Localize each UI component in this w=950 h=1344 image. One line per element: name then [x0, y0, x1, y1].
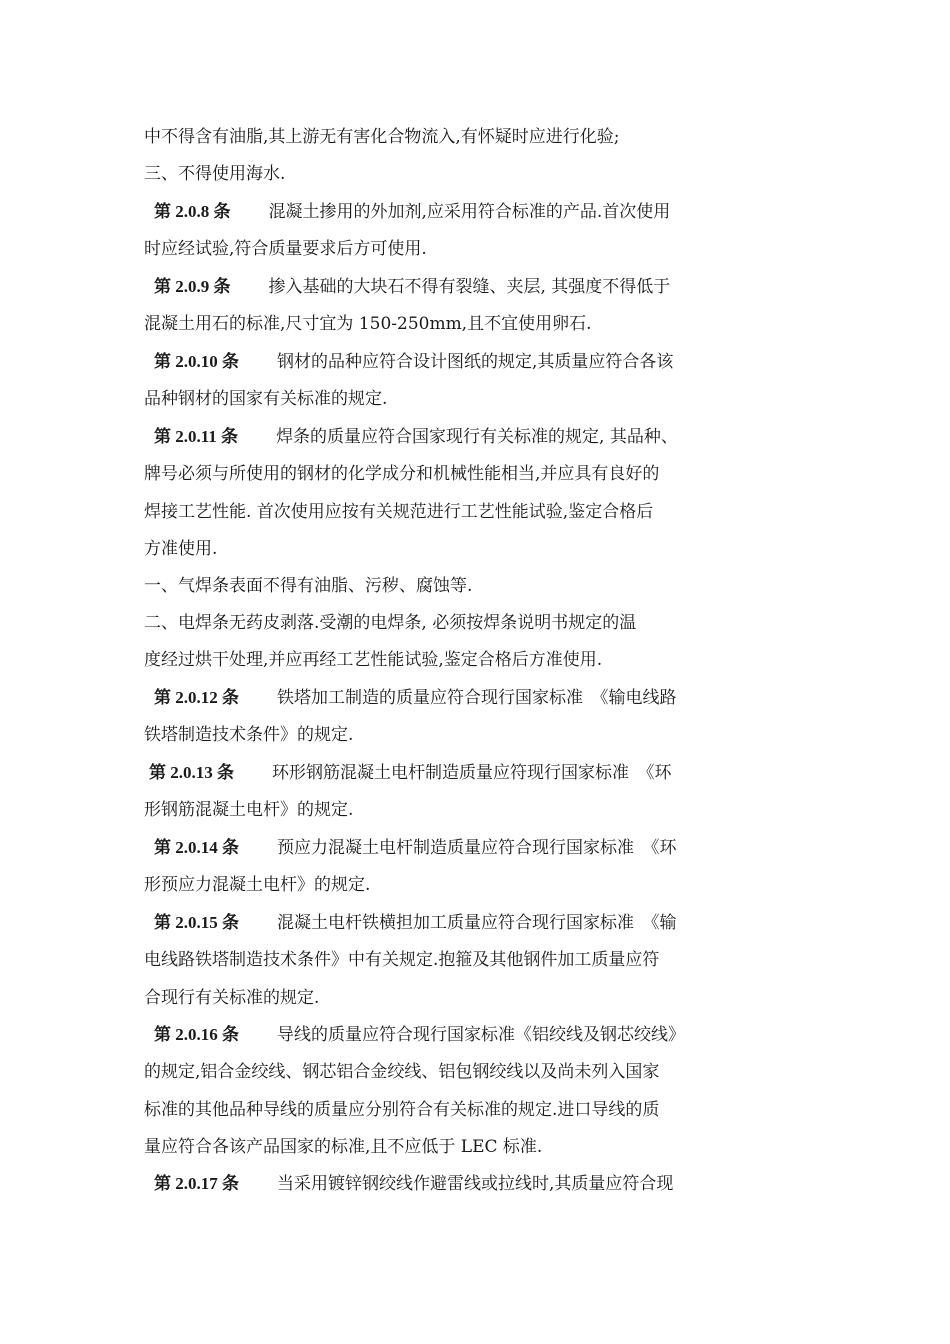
article-line: [144, 1024, 685, 1046]
line-text: 度经过烘干处理,并应再经工艺性能试验,鉴定合格后方准使用.: [144, 650, 603, 670]
article-line: [144, 762, 672, 784]
text-line: [144, 238, 427, 260]
article-number: 第 2.0.14 条: [154, 838, 239, 857]
line-text: 形预应力混凝土电杆》的规定.: [144, 875, 371, 895]
text-line: [144, 1136, 542, 1158]
article-line: [144, 426, 678, 448]
line-text: 标准的其他品种导线的质量应分别符合有关标准的规定.进口导线的质: [144, 1100, 660, 1120]
text-line: [144, 724, 353, 746]
line-text: 混凝土用石的标准,尺寸宜为 150-250mm,且不宜使用卵石.: [144, 314, 592, 334]
text-line: [144, 501, 653, 523]
text-line: [144, 538, 217, 560]
article-text: 混凝土电杆铁横担加工质量应符合现行国家标准 《输: [277, 913, 677, 933]
article-text: 导线的质量应符合现行国家标准《铝绞线及钢芯绞线》: [277, 1025, 685, 1045]
article-line: [144, 687, 677, 709]
article-line: [144, 1173, 673, 1195]
article-number: 第 2.0.8 条: [154, 202, 231, 221]
text-line: [144, 612, 636, 634]
article-line: [144, 201, 670, 223]
article-text: 当采用镀锌钢绞线作避雷线或拉线时,其质量应符合现: [277, 1174, 674, 1194]
article-number: 第 2.0.16 条: [154, 1025, 239, 1044]
text-line: [144, 987, 319, 1009]
text-line: [144, 1099, 659, 1121]
line-text: 时应经试验,符合质量要求后方可使用.: [144, 239, 427, 259]
text-line: [144, 799, 353, 821]
line-text: 中不得含有油脂,其上游无有害化合物流入,有怀疑时应进行化验;: [144, 127, 620, 147]
text-line: [144, 463, 659, 485]
text-line: [144, 388, 387, 410]
article-number: 第 2.0.9 条: [154, 277, 231, 296]
article-line: [144, 912, 677, 934]
line-text: 合现行有关标准的规定.: [144, 988, 320, 1008]
line-text: 的规定,铝合金绞线、钢芯铝合金绞线、铝包钢绞线以及尚未列入国家: [144, 1062, 660, 1082]
line-text: 电线路铁塔制造技术条件》中有关规定.抱箍及其他钢件加工质量应符: [144, 950, 660, 970]
line-text: 牌号必须与所使用的钢材的化学成分和机械性能相当,并应具有良好的: [144, 464, 660, 484]
line-text: 二、电焊条无药皮剥落.受潮的电焊条, 必须按焊条说明书规定的温: [144, 613, 637, 633]
line-text: 量应符合各该产品国家的标准,且不应低于 LEC 标准.: [144, 1137, 543, 1157]
article-text: 混凝土掺用的外加剂,应采用符合标准的产品.首次使用: [268, 202, 671, 222]
text-line: [144, 163, 285, 185]
article-number: 第 2.0.10 条: [154, 352, 239, 371]
line-text: 三、不得使用海水.: [144, 164, 286, 184]
article-text: 铁塔加工制造的质量应符合现行国家标准 《输电线路: [277, 688, 677, 708]
article-line: [144, 837, 677, 859]
text-line: [144, 649, 602, 671]
text-line: [144, 313, 592, 335]
article-number: 第 2.0.13 条: [149, 763, 234, 782]
article-text: 钢材的品种应符合设计图纸的规定,其质量应符合各该: [277, 352, 674, 372]
article-text: 掺入基础的大块石不得有裂缝、夹层, 其强度不得低于: [268, 277, 671, 297]
article-number: 第 2.0.15 条: [154, 913, 239, 932]
article-text: 环形钢筋混凝土电杆制造质量应符现行国家标准 《环: [272, 763, 672, 783]
text-line: [144, 126, 620, 148]
text-line: [144, 575, 472, 597]
text-line: [144, 1061, 659, 1083]
article-number: 第 2.0.17 条: [154, 1174, 239, 1193]
text-line: [144, 949, 659, 971]
line-text: 铁塔制造技术条件》的规定.: [144, 725, 354, 745]
line-text: 品种钢材的国家有关标准的规定.: [144, 389, 388, 409]
line-text: 焊接工艺性能. 首次使用应按有关规范进行工艺性能试验,鉴定合格后: [144, 502, 654, 522]
article-text: 预应力混凝土电杆制造质量应符合现行国家标准 《环: [277, 838, 677, 858]
line-text: 一、气焊条表面不得有油脂、污秽、腐蚀等.: [144, 576, 473, 596]
article-text: 焊条的质量应符合国家现行有关标准的规定, 其品种、: [276, 427, 678, 447]
article-number: 第 2.0.11 条: [154, 427, 239, 446]
line-text: 形钢筋混凝土电杆》的规定.: [144, 800, 354, 820]
article-number: 第 2.0.12 条: [154, 688, 239, 707]
line-text: 方准使用.: [144, 539, 218, 559]
article-line: [144, 276, 670, 298]
text-line: [144, 874, 370, 896]
article-line: [144, 351, 673, 373]
